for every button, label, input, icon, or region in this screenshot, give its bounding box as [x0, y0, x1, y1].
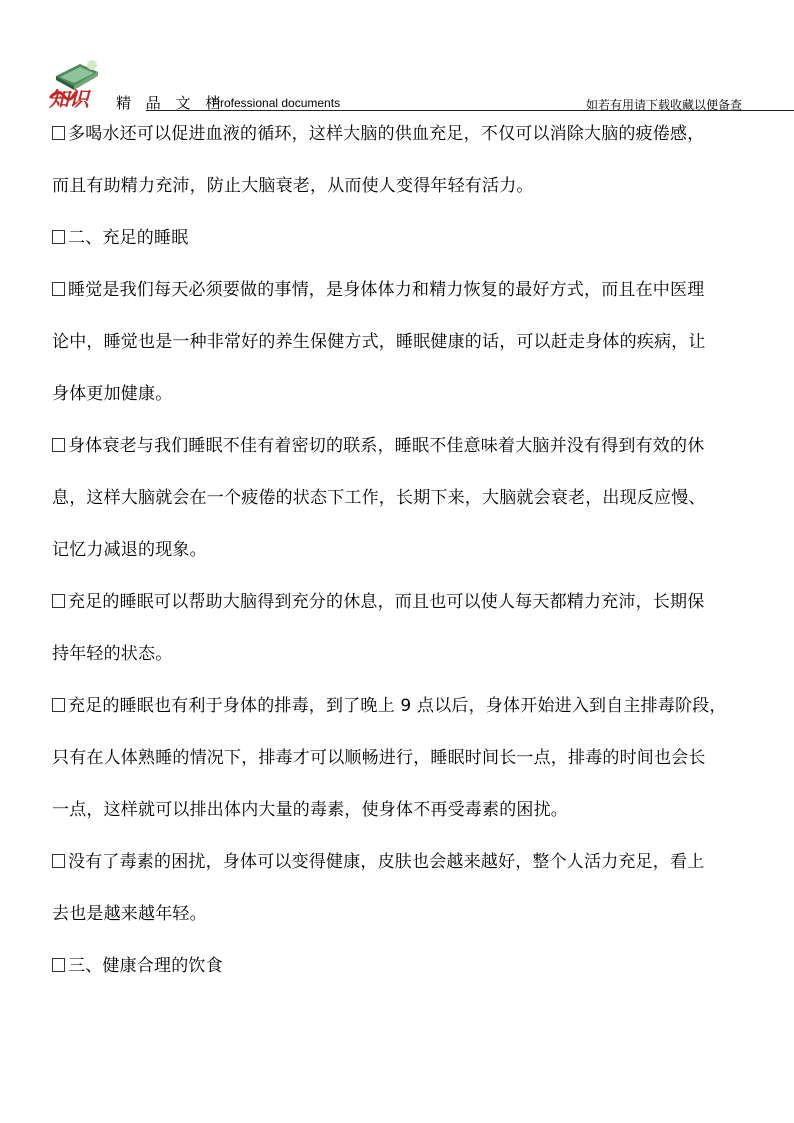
text-line: 三、健康合理的饮食 — [52, 953, 768, 979]
text-line: 没有了毒素的困扰，身体可以变得健康，皮肤也会越来越好，整个人活力充足，看上 — [52, 849, 768, 875]
header-subtitle: Professional documents — [212, 96, 341, 110]
text-line: 充足的睡眠也有利于身体的排毒，到了晚上 9 点以后，身体开始进入到自主排毒阶段， — [52, 693, 768, 719]
text-line: 记忆力减退的现象。 — [52, 540, 207, 560]
bullet-box-icon — [52, 282, 65, 296]
page-header — [46, 56, 748, 112]
text-line: 而且有助精力充沛，防止大脑衰老，从而使人变得年轻有活力。 — [52, 176, 534, 196]
bullet-box-icon — [52, 230, 65, 244]
text-line: 一点，这样就可以排出体内大量的毒素，使身体不再受毒素的困扰。 — [52, 800, 568, 820]
text-line: 持年轻的状态。 — [52, 644, 173, 664]
paragraph-aging-sleep — [52, 433, 768, 563]
svg-text:知识: 知识 — [49, 87, 89, 108]
paragraph-sleep-importance — [52, 277, 768, 407]
text-line: 息，这样大脑就会在一个疲倦的状态下工作，长期下来，大脑就会衰老，出现反应慢、 — [52, 488, 706, 508]
text-line: 只有在人体熟睡的情况下，排毒才可以顺畅进行，睡眠时间长一点，排毒的时间也会长 — [52, 748, 706, 768]
header-note: 如若有用请下载收藏以便备查 — [585, 98, 742, 112]
text-line: 论中，睡觉也是一种非常好的养生保健方式，睡眠健康的话，可以赶走身体的疾病，让 — [52, 332, 706, 352]
paragraph-detox — [52, 693, 768, 823]
bullet-box-icon — [52, 438, 65, 452]
header-divider — [146, 110, 794, 111]
bullet-box-icon — [52, 958, 65, 972]
section-heading-sleep — [52, 225, 768, 251]
bullet-box-icon — [52, 126, 65, 140]
paragraph-rest — [52, 589, 768, 667]
bullet-box-icon — [52, 854, 65, 868]
text-line: 身体衰老与我们睡眠不佳有着密切的联系，睡眠不佳意味着大脑并没有得到有效的休 — [52, 433, 768, 459]
text-line: 充足的睡眠可以帮助大脑得到充分的休息，而且也可以使人每天都精力充沛，长期保 — [52, 589, 768, 615]
bullet-box-icon — [52, 698, 65, 712]
bullet-box-icon — [52, 594, 65, 608]
header-title: 精 品 文 档 — [116, 94, 226, 112]
paragraph-water — [52, 121, 768, 199]
text-line: 睡觉是我们每天必须要做的事情，是身体体力和精力恢复的最好方式，而且在中医理 — [52, 277, 768, 303]
text-line: 多喝水还可以促进血液的循环，这样大脑的供血充足，不仅可以消除大脑的疲倦感， — [52, 121, 768, 147]
book-logo-icon — [46, 56, 104, 108]
document-body — [52, 121, 768, 979]
text-line: 去也是越来越年轻。 — [52, 904, 207, 924]
text-line: 身体更加健康。 — [52, 384, 173, 404]
section-heading-diet — [52, 953, 768, 979]
text-line: 二、充足的睡眠 — [52, 225, 768, 251]
paragraph-health — [52, 849, 768, 927]
